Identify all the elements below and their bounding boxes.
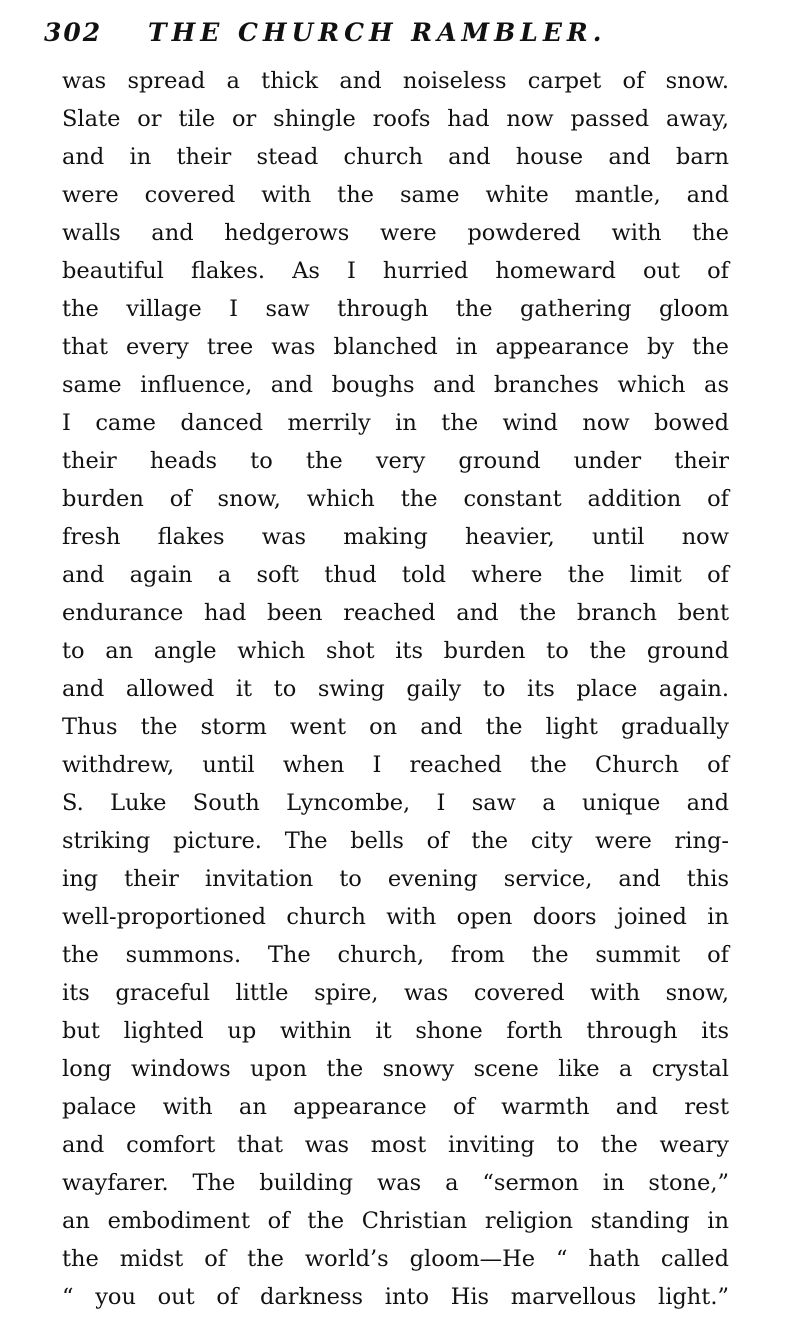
text-line: the midst of the world’s gloom—He “ hath called xyxy=(62,1246,729,1272)
page-header xyxy=(44,18,644,58)
text-line: the village I saw through the gathering gloom xyxy=(62,296,729,322)
text-line: and comfort that was most inviting to the weary xyxy=(62,1132,729,1158)
text-line: wayfarer. The building was a “sermon in stone,” xyxy=(62,1170,729,1196)
text-line: fresh flakes was making heavier, until now xyxy=(62,524,729,550)
text-line: was spread a thick and noiseless carpet of snow. xyxy=(62,68,729,94)
text-line: and allowed it to swing gaily to its place again. xyxy=(62,676,729,702)
text-line: same influence, and boughs and branches which as xyxy=(62,372,729,398)
text-line: S. Luke South Lyncombe, I saw a unique and xyxy=(62,790,729,816)
text-line: striking picture. The bells of the city were ring- xyxy=(62,828,729,854)
text-line: an embodiment of the Christian religion standing in xyxy=(62,1208,729,1234)
text-line: beautiful flakes. As I hurried homeward out of xyxy=(62,258,729,284)
text-line: their heads to the very ground under their xyxy=(62,448,729,474)
text-line: the summons. The church, from the summit of xyxy=(62,942,729,968)
text-line: were covered with the same white mantle, and xyxy=(62,182,729,208)
text-line: Slate or tile or shingle roofs had now passed away, xyxy=(62,106,729,132)
text-line: ing their invitation to evening service, and this xyxy=(62,866,729,892)
text-line: long windows upon the snowy scene like a crystal xyxy=(62,1056,729,1082)
page-number: 302 xyxy=(44,18,103,47)
text-line: and in their stead church and house and barn xyxy=(62,144,729,170)
text-line: and again a soft thud told where the limit of xyxy=(62,562,729,588)
text-line: its graceful little spire, was covered with snow, xyxy=(62,980,729,1006)
text-line: to an angle which shot its burden to the ground xyxy=(62,638,729,664)
text-line: walls and hedgerows were powdered with the xyxy=(62,220,729,246)
text-line: Thus the storm went on and the light gradually xyxy=(62,714,729,740)
running-title: THE CHURCH RAMBLER. xyxy=(148,18,607,47)
text-line: palace with an appearance of warmth and rest xyxy=(62,1094,729,1120)
text-line: but lighted up within it shone forth through its xyxy=(62,1018,729,1044)
text-line: that every tree was blanched in appearance by the xyxy=(62,334,729,360)
text-line: burden of snow, which the constant addition of xyxy=(62,486,729,512)
text-line: “ you out of darkness into His marvellous light.” xyxy=(62,1284,729,1310)
text-line: withdrew, until when I reached the Church of xyxy=(62,752,729,778)
text-line: endurance had been reached and the branch bent xyxy=(62,600,729,626)
text-line: I came danced merrily in the wind now bowed xyxy=(62,410,729,436)
text-line: well-proportioned church with open doors joined in xyxy=(62,904,729,930)
body-text xyxy=(62,62,729,1316)
